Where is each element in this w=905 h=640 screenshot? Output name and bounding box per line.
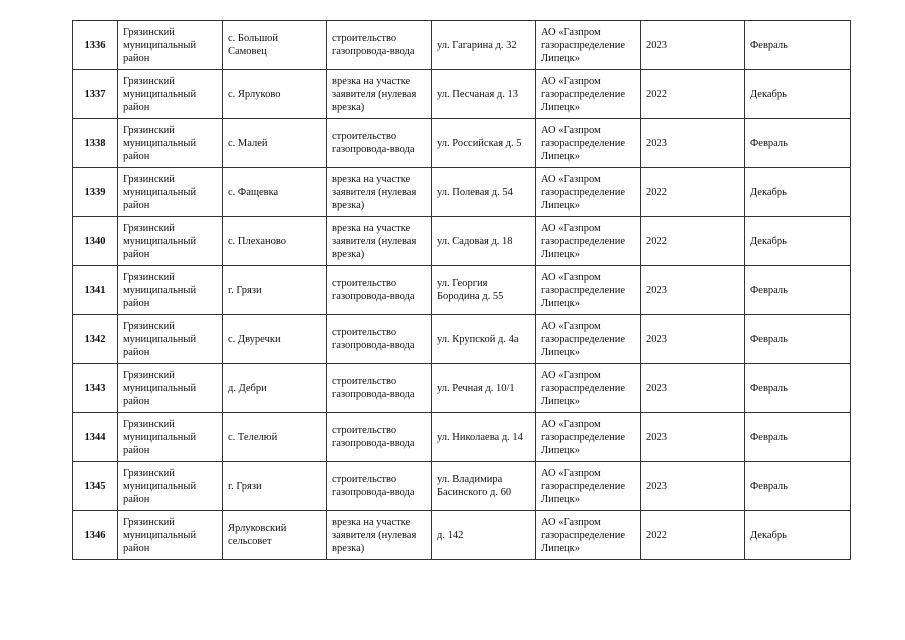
district-cell: Грязинский муниципальный район	[118, 266, 223, 315]
locality-cell: г. Грязи	[223, 266, 327, 315]
organization-cell: АО «Газпром газораспределение Липецк»	[536, 413, 641, 462]
address-cell: ул. Георгия Бородина д. 55	[432, 266, 536, 315]
work-type-cell: строительство газопровода-ввода	[327, 364, 432, 413]
address-cell: ул. Крупской д. 4а	[432, 315, 536, 364]
table-row	[73, 21, 851, 70]
district-cell: Грязинский муниципальный район	[118, 511, 223, 560]
work-type-cell: врезка на участке заявителя (нулевая врезка)	[327, 70, 432, 119]
table-row	[73, 70, 851, 119]
table-row	[73, 364, 851, 413]
row-number: 1343	[73, 364, 118, 413]
organization-cell: АО «Газпром газораспределение Липецк»	[536, 315, 641, 364]
work-type-cell: строительство газопровода-ввода	[327, 266, 432, 315]
year-cell: 2023	[641, 413, 745, 462]
year-cell: 2023	[641, 462, 745, 511]
month-cell: Февраль	[745, 462, 851, 511]
row-number: 1336	[73, 21, 118, 70]
table-row	[73, 462, 851, 511]
organization-cell: АО «Газпром газораспределение Липецк»	[536, 119, 641, 168]
year-cell: 2023	[641, 315, 745, 364]
work-type-cell: врезка на участке заявителя (нулевая врезка)	[327, 217, 432, 266]
district-cell: Грязинский муниципальный район	[118, 462, 223, 511]
locality-cell: г. Грязи	[223, 462, 327, 511]
table-row	[73, 119, 851, 168]
table-row	[73, 168, 851, 217]
locality-cell: с. Ярлуково	[223, 70, 327, 119]
district-cell: Грязинский муниципальный район	[118, 413, 223, 462]
table-row	[73, 511, 851, 560]
month-cell: Февраль	[745, 364, 851, 413]
year-cell: 2022	[641, 511, 745, 560]
row-number: 1345	[73, 462, 118, 511]
address-cell: ул. Полевая д. 54	[432, 168, 536, 217]
row-number: 1340	[73, 217, 118, 266]
work-type-cell: врезка на участке заявителя (нулевая врезка)	[327, 168, 432, 217]
address-cell: д. 142	[432, 511, 536, 560]
locality-cell: с. Двуречки	[223, 315, 327, 364]
locality-cell: д. Дебри	[223, 364, 327, 413]
organization-cell: АО «Газпром газораспределение Липецк»	[536, 21, 641, 70]
district-cell: Грязинский муниципальный район	[118, 21, 223, 70]
year-cell: 2022	[641, 70, 745, 119]
locality-cell: с. Малей	[223, 119, 327, 168]
locality-cell: с. Телелюй	[223, 413, 327, 462]
locality-cell: с. Большой Самовец	[223, 21, 327, 70]
year-cell: 2022	[641, 217, 745, 266]
table-row	[73, 217, 851, 266]
locality-cell: с. Фащевка	[223, 168, 327, 217]
organization-cell: АО «Газпром газораспределение Липецк»	[536, 266, 641, 315]
address-cell: ул. Садовая д. 18	[432, 217, 536, 266]
work-type-cell: строительство газопровода-ввода	[327, 21, 432, 70]
district-cell: Грязинский муниципальный район	[118, 315, 223, 364]
row-number: 1342	[73, 315, 118, 364]
work-type-cell: строительство газопровода-ввода	[327, 413, 432, 462]
locality-cell: Ярлуковский сельсовет	[223, 511, 327, 560]
address-cell: ул. Владимира Басинского д. 60	[432, 462, 536, 511]
month-cell: Декабрь	[745, 217, 851, 266]
organization-cell: АО «Газпром газораспределение Липецк»	[536, 168, 641, 217]
table-body	[73, 21, 851, 560]
row-number: 1337	[73, 70, 118, 119]
row-number: 1341	[73, 266, 118, 315]
year-cell: 2023	[641, 266, 745, 315]
organization-cell: АО «Газпром газораспределение Липецк»	[536, 217, 641, 266]
row-number: 1338	[73, 119, 118, 168]
month-cell: Февраль	[745, 413, 851, 462]
organization-cell: АО «Газпром газораспределение Липецк»	[536, 511, 641, 560]
work-type-cell: врезка на участке заявителя (нулевая врезка)	[327, 511, 432, 560]
year-cell: 2022	[641, 168, 745, 217]
table-row	[73, 315, 851, 364]
address-cell: ул. Николаева д. 14	[432, 413, 536, 462]
month-cell: Февраль	[745, 266, 851, 315]
address-cell: ул. Российская д. 5	[432, 119, 536, 168]
row-number: 1339	[73, 168, 118, 217]
work-type-cell: строительство газопровода-ввода	[327, 315, 432, 364]
row-number: 1346	[73, 511, 118, 560]
table-row	[73, 266, 851, 315]
month-cell: Декабрь	[745, 511, 851, 560]
district-cell: Грязинский муниципальный район	[118, 364, 223, 413]
work-type-cell: строительство газопровода-ввода	[327, 119, 432, 168]
organization-cell: АО «Газпром газораспределение Липецк»	[536, 462, 641, 511]
district-cell: Грязинский муниципальный район	[118, 70, 223, 119]
organization-cell: АО «Газпром газораспределение Липецк»	[536, 364, 641, 413]
table-row	[73, 413, 851, 462]
month-cell: Декабрь	[745, 70, 851, 119]
year-cell: 2023	[641, 119, 745, 168]
district-cell: Грязинский муниципальный район	[118, 217, 223, 266]
gas-connection-table	[72, 20, 851, 560]
row-number: 1344	[73, 413, 118, 462]
month-cell: Февраль	[745, 21, 851, 70]
month-cell: Декабрь	[745, 168, 851, 217]
address-cell: ул. Гагарина д. 32	[432, 21, 536, 70]
district-cell: Грязинский муниципальный район	[118, 119, 223, 168]
locality-cell: с. Плеханово	[223, 217, 327, 266]
month-cell: Февраль	[745, 119, 851, 168]
year-cell: 2023	[641, 21, 745, 70]
address-cell: ул. Речная д. 10/1	[432, 364, 536, 413]
month-cell: Февраль	[745, 315, 851, 364]
work-type-cell: строительство газопровода-ввода	[327, 462, 432, 511]
district-cell: Грязинский муниципальный район	[118, 168, 223, 217]
address-cell: ул. Песчаная д. 13	[432, 70, 536, 119]
organization-cell: АО «Газпром газораспределение Липецк»	[536, 70, 641, 119]
year-cell: 2023	[641, 364, 745, 413]
